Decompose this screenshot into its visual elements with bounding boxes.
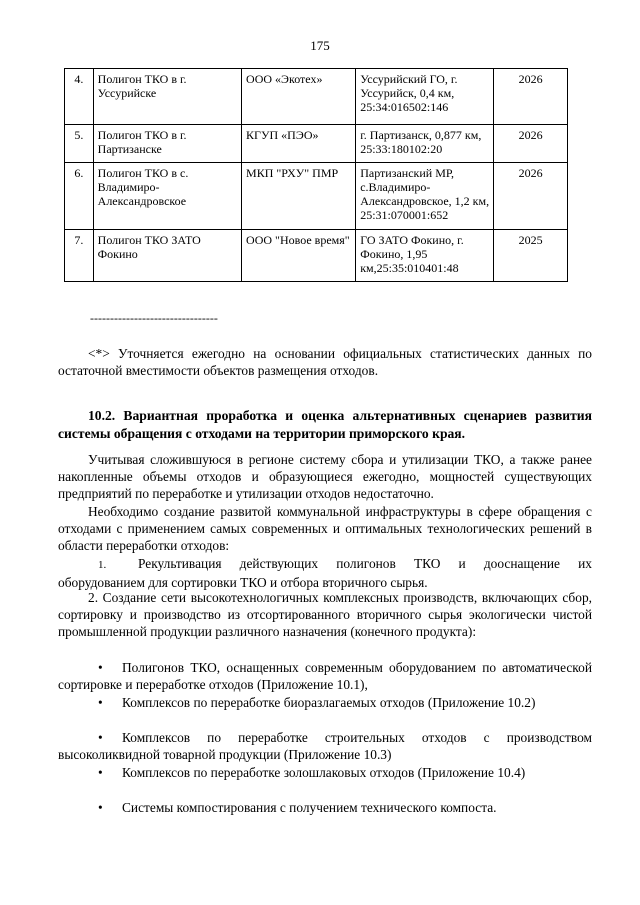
footnote-separator: -------------------------------- <box>90 311 218 325</box>
object-year: 2026 <box>494 163 568 230</box>
object-name: Полигон ТКО в с. Владимиро-Александровское <box>93 163 241 230</box>
bullet-icon: • <box>98 660 103 675</box>
table-row <box>65 69 568 125</box>
object-year: 2026 <box>494 69 568 125</box>
row-number: 6. <box>65 163 94 230</box>
object-year: 2026 <box>494 125 568 163</box>
object-address: г. Партизанск, 0,877 км, 25:33:180102:20 <box>356 125 494 163</box>
bullet-text: Комплексов по переработке биоразлагаемых отходов (Приложение 10.2) <box>122 695 536 710</box>
object-year: 2025 <box>494 230 568 282</box>
row-number: 4. <box>65 69 94 125</box>
bullet-icon: • <box>98 765 103 780</box>
item-number: 1. <box>98 559 107 571</box>
bullet-icon: • <box>98 730 103 745</box>
bullet-item <box>58 764 592 781</box>
landfill-table <box>64 68 568 282</box>
item-text: Рекультивация действующих полигонов ТКО и дооснащение их оборудованием для сортировки ТКО и отбора вторичного сырья. <box>58 556 592 590</box>
object-address: ГО ЗАТО Фокино, г. Фокино, 1,95 км,25:35:010401:48 <box>356 230 494 282</box>
operator-org: ООО «Экотех» <box>242 69 356 125</box>
bullet-text: Комплексов по переработке золошлаковых отходов (Приложение 10.4) <box>122 765 526 780</box>
bullet-icon: • <box>98 800 103 815</box>
page-number: 175 <box>310 38 330 53</box>
section-heading: 10.2. Вариантная проработка и оценка альтернативных сценариев развития системы обращения с отходами на территории приморского края. <box>58 408 592 441</box>
object-address: Уссурийский ГО, г. Уссурийск, 0,4 км, 25:34:016502:146 <box>356 69 494 125</box>
row-number: 5. <box>65 125 94 163</box>
bullet-item <box>58 799 592 816</box>
paragraph: Учитывая сложившуюся в регионе систему сбора и утилизации ТКО, а также ранее накопленные объемы отходов и образующиеся ежегодно, мощностей существующих предприятий по переработке и утилизации отходов недостаточно. <box>58 452 592 501</box>
numbered-item <box>58 555 592 591</box>
bullet-text: Системы компостирования с получением технического компоста. <box>122 800 497 815</box>
object-address: Партизанский МР, с.Владимиро-Александровское, 1,2 км, 25:31:070001:652 <box>356 163 494 230</box>
paragraph: Необходимо создание развитой коммунальной инфраструктуры в сфере обращения с отходами с применением самых современных и оптимальных технологических решений в области переработки отходов: <box>58 504 592 553</box>
bullet-text: Полигонов ТКО, оснащенных современным оборудованием по автоматической сортировке и переработке отходов (Приложение 10.1), <box>58 660 592 692</box>
table-row <box>65 163 568 230</box>
bullet-item <box>58 659 592 693</box>
operator-org: МКП "РХУ" ПМР <box>242 163 356 230</box>
bullet-text: Комплексов по переработке строительных отходов с производством высоколиквидной товарной продукции (Приложение 10.3) <box>58 730 592 762</box>
object-name: Полигон ТКО ЗАТО Фокино <box>93 230 241 282</box>
bullet-item <box>58 729 592 763</box>
operator-org: ООО "Новое время" <box>242 230 356 282</box>
row-number: 7. <box>65 230 94 282</box>
table-row <box>65 230 568 282</box>
bullet-item <box>58 694 592 711</box>
bullet-icon: • <box>98 695 103 710</box>
numbered-item: 2. Создание сети высокотехнологичных комплексных производств, включающих сбор, сортировку и производство из отсортированного вторичного сырья экологически чистой промышленной продукции различного назначения (конечного продукта): <box>58 590 592 639</box>
table-row <box>65 125 568 163</box>
footnote-text: <*> Уточняется ежегодно на основании официальных статистических данных по остаточной вместимости объектов размещения отходов. <box>58 346 592 378</box>
object-name: Полигон ТКО в г. Уссурийске <box>93 69 241 125</box>
object-name: Полигон ТКО в г. Партизанске <box>93 125 241 163</box>
operator-org: КГУП «ПЭО» <box>242 125 356 163</box>
